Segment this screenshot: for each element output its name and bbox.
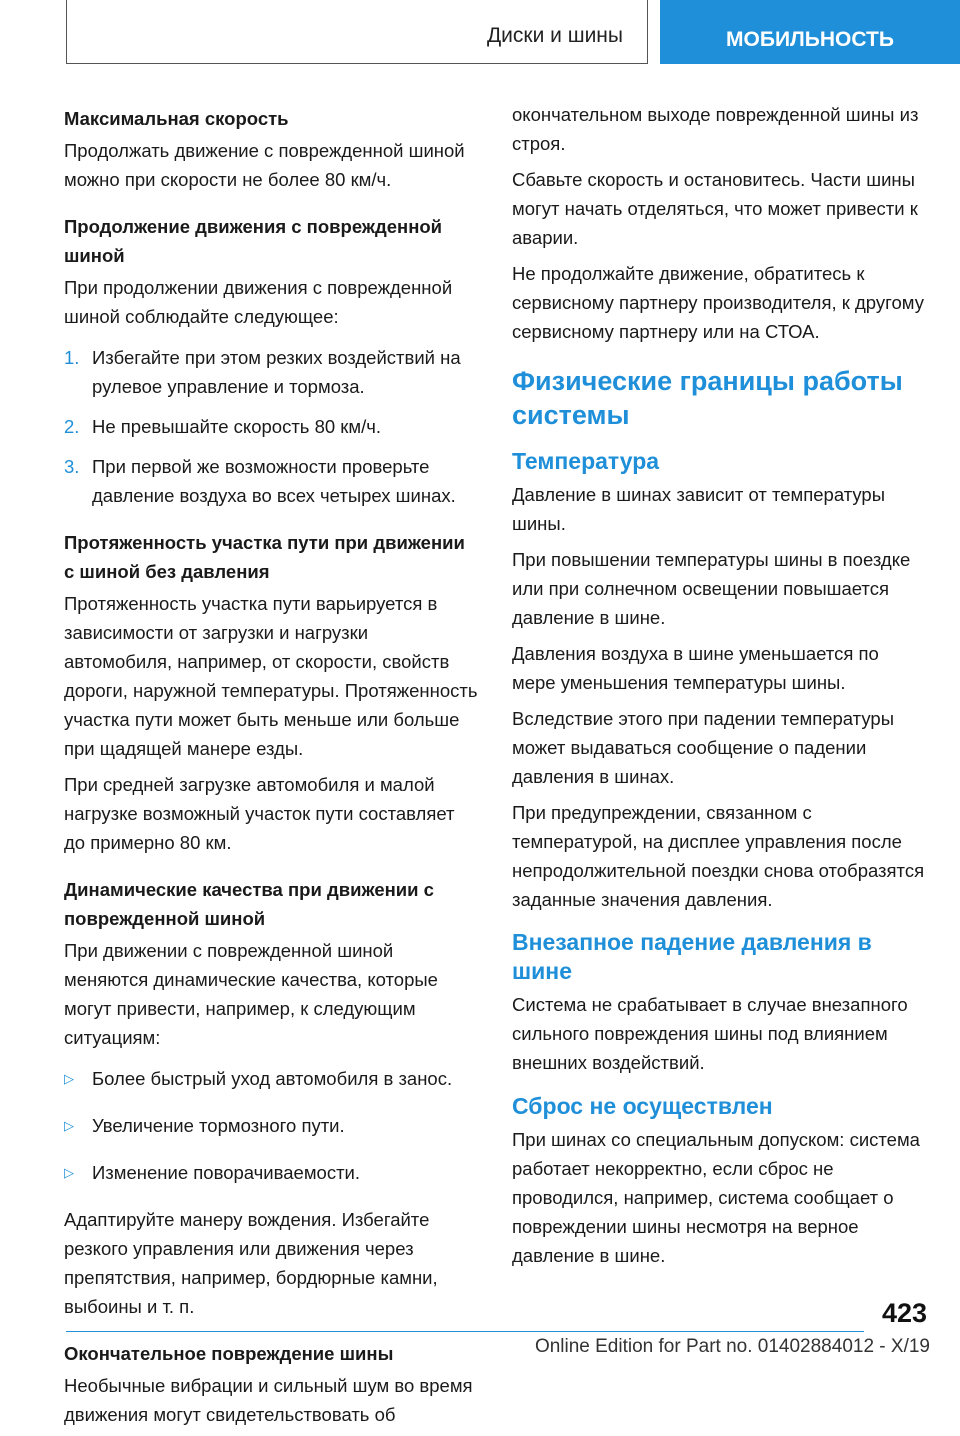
header-chapter-tab: МОБИЛЬНОСТЬ: [660, 0, 960, 64]
paragraph: При повышении температуры шины в поездке или при солнечном освещении повышается давление в шине.: [512, 549, 911, 628]
heading-dynamics: Динамические качества при движении с поврежденной шиной: [64, 879, 434, 929]
triangle-bullet-icon: ▷: [64, 1118, 74, 1133]
paragraph: Сбавьте скорость и остановитесь. Части шины могут начать отделяться, что может привести к аварии.: [512, 169, 918, 248]
heading-reset-not-done: Сброс не осуществлен: [512, 1093, 773, 1119]
triangle-bullet-icon: ▷: [64, 1165, 74, 1180]
paragraph: При предупреждении, связанном с температурой, на дисплее управления после непродолжительной поездки снова отобразятся заданные значения давления.: [512, 802, 925, 910]
paragraph: Давления воздуха в шине уменьшается по мере уменьшения температуры шины.: [512, 643, 879, 693]
heading-system-limits: Физические границы работы системы: [512, 366, 903, 430]
list-number: 1.: [64, 347, 80, 368]
heading-sudden-pressure-drop: Внезапное падение давления в шине: [512, 929, 872, 984]
heading-temperature: Температура: [512, 448, 660, 474]
paragraph: При средней загрузке автомобиля и малой нагрузке возможный участок пути составляет до примерно 80 км.: [64, 774, 455, 853]
page-number: 423: [881, 1298, 927, 1328]
list-item: [64, 1064, 478, 1093]
list-number: 2.: [64, 416, 80, 437]
header-section-box: [66, 0, 648, 64]
list-item: [64, 452, 478, 510]
paragraph: окончательном выходе поврежденной шины из строя.: [512, 104, 919, 154]
heading-continue-driving: Продолжение движения с поврежденной шиной: [64, 216, 443, 266]
paragraph: При продолжении движения с поврежденной шиной соблюдайте следующее:: [64, 277, 453, 327]
list-item: [64, 412, 478, 441]
numbered-list: [64, 343, 478, 510]
paragraph: Продолжать движение с поврежденной шиной можно при скорости не более 80 км/ч.: [64, 140, 465, 190]
header-section-title: Диски и шины: [486, 24, 623, 47]
bullet-list: [64, 1064, 478, 1187]
footer-divider: [66, 1331, 864, 1332]
list-number: 3.: [64, 456, 80, 477]
paragraph: При движении с поврежденной шиной меняются динамические качества, которые могут привести, например, к следующим ситуациям:: [64, 940, 438, 1048]
paragraph: Вследствие этого при падении температуры может выдаваться сообщение о падении давления в шинах.: [512, 708, 894, 787]
heading-distance: Протяженность участка пути при движении с шиной без давления: [64, 532, 465, 582]
list-item: [64, 1158, 478, 1187]
heading-max-speed: Максимальная скорость: [64, 108, 289, 129]
paragraph: Протяженность участка пути варьируется в зависимости от загрузки и нагрузки автомобиля, например, от скорости, свойств дороги, наружной температуры. Протяженность участка пути может быть меньше или больше при щадящей манере езды.: [64, 593, 478, 759]
paragraph: Система не срабатывает в случае внезапного сильного повреждения шины под влиянием внешних воздействий.: [512, 994, 908, 1073]
heading-final-damage: Окончательное повреждение шины: [64, 1343, 394, 1364]
list-text: Изменение поворачиваемости.: [92, 1162, 361, 1183]
list-text: Избегайте при этом резких воздействий на рулевое управление и тормоза.: [92, 347, 461, 397]
paragraph: Необычные вибрации и сильный шум во время движения могут свидетельствовать об: [64, 1375, 473, 1425]
list-text: Более быстрый уход автомобиля в занос.: [92, 1068, 453, 1089]
paragraph: При шинах со специальным допуском: система работает некорректно, если сброс не проводился, например, система сообщает о повреждении шины несмотря на верное давление в шине.: [512, 1129, 920, 1266]
list-text: При первой же возможности проверьте давление воздуха во всех четырех шинах.: [92, 456, 456, 506]
list-item: [64, 1111, 478, 1140]
paragraph: Адаптируйте манеру вождения. Избегайте резкого управления или движения через препятствия, например, бордюрные камни, выбоины и т. п.: [64, 1209, 438, 1317]
footer-edition: Online Edition for Part no. 01402884012 - X/19: [534, 1336, 930, 1357]
triangle-bullet-icon: ▷: [64, 1071, 74, 1086]
list-text: Не превышайте скорость 80 км/ч.: [92, 416, 382, 437]
list-item: [64, 343, 478, 401]
list-text: Увеличение тормозного пути.: [92, 1115, 345, 1136]
right-column: [512, 100, 926, 1277]
paragraph: Не продолжайте движение, обратитесь к сервисному партнеру производителя, к другому сервисному партнеру или на СТОА.: [512, 263, 924, 342]
left-column: [64, 100, 478, 1436]
paragraph: Давление в шинах зависит от температуры шины.: [512, 484, 886, 534]
